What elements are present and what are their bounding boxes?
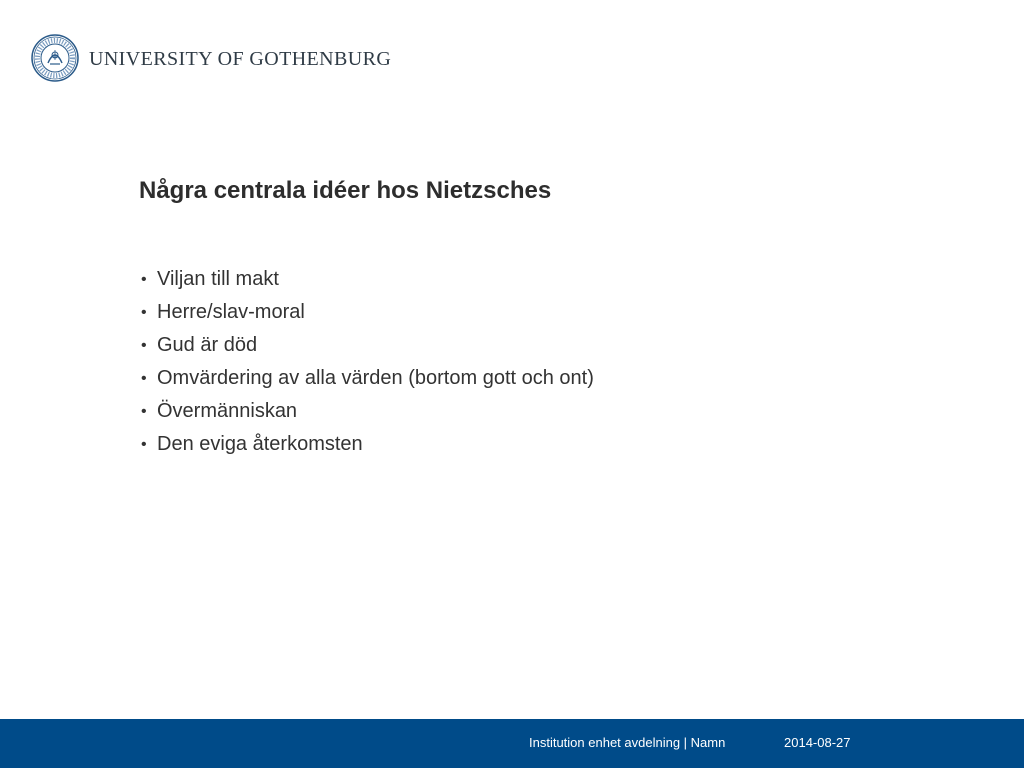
footer-bar [0, 719, 1024, 768]
bullet-item: • Viljan till makt [139, 263, 594, 296]
bullet-item: • Omvärdering av alla värden (bortom gott och ont) [139, 362, 594, 395]
bullet-item: • Den eviga återkomsten [139, 428, 594, 461]
slide-title: Några centrala idéer hos Nietzsches [139, 177, 552, 204]
footer-date: 2014-08-27 [784, 735, 851, 750]
university-logo [31, 34, 391, 82]
bullet-item: • Herre/slav-moral [139, 296, 594, 329]
bullet-list [139, 263, 594, 461]
bullet-item: • Övermänniskan [139, 395, 594, 428]
footer-org-text: Institution enhet avdelning | Namn [529, 735, 726, 750]
bullet-item: • Gud är död [139, 329, 594, 362]
logo-wordmark: UNIVERSITY OF GOTHENBURG [89, 48, 392, 70]
university-seal-icon [31, 34, 79, 82]
